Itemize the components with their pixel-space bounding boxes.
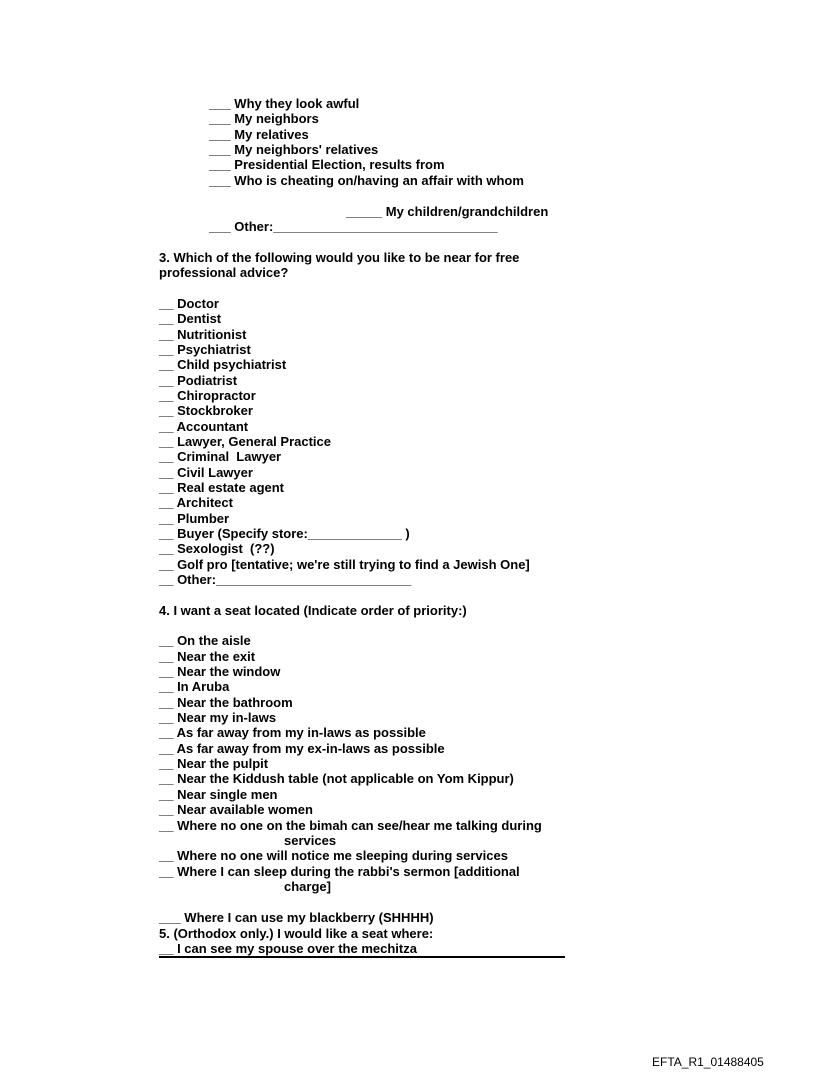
- list-item: __ Civil Lawyer: [159, 465, 253, 480]
- list-item: __ Stockbroker: [159, 403, 253, 418]
- question-4: 4. I want a seat located (Indicate order of priority:): [159, 603, 467, 618]
- list-item-continuation: charge]: [284, 879, 331, 894]
- list-item: __ Near available women: [159, 802, 313, 817]
- section-divider: [159, 956, 565, 958]
- list-item: __ Lawyer, General Practice: [159, 434, 331, 449]
- list-item: __ Plumber: [159, 511, 230, 526]
- list-item: __ Buyer (Specify store:_____________ ): [159, 526, 410, 541]
- list-item: __ In Aruba: [159, 679, 230, 694]
- list-item: ___ My neighbors: [209, 111, 319, 126]
- list-item: __ Near the bathroom: [159, 695, 293, 710]
- list-item: ___ Presidential Election, results from: [209, 157, 445, 172]
- list-item: __ Near single men: [159, 787, 278, 802]
- list-item: __ Dentist: [159, 311, 222, 326]
- list-item: __ Where no one will notice me sleeping during services: [159, 848, 508, 863]
- list-item: __ Near the exit: [159, 649, 256, 664]
- list-item: __ Nutritionist: [159, 327, 247, 342]
- list-item: __ Where no one on the bimah can see/hear me talking during: [159, 818, 542, 833]
- list-item: __ Chiropractor: [159, 388, 256, 403]
- list-item: __ Child psychiatrist: [159, 357, 287, 372]
- list-item: __ Near the Kiddush table (not applicable on Yom Kippur): [159, 771, 514, 786]
- list-item: __ Where I can sleep during the rabbi's sermon [additional: [159, 864, 520, 879]
- list-item: __ Doctor: [159, 296, 219, 311]
- list-item: ___ Why they look awful: [209, 96, 360, 111]
- list-item: __ Real estate agent: [159, 480, 285, 495]
- list-item: ___ My neighbors' relatives: [209, 142, 379, 157]
- list-item: __ As far away from my ex-in-laws as possible: [159, 741, 445, 756]
- list-item: __ Sexologist (??): [159, 541, 275, 556]
- list-item: __ On the aisle: [159, 633, 251, 648]
- list-item: ___ Who is cheating on/having an affair with whom: [209, 173, 524, 188]
- question-3-line-1: 3. Which of the following would you like to be near for free: [159, 250, 520, 265]
- document-id: EFTA_R1_01488405: [652, 1055, 764, 1069]
- list-item: __ As far away from my in-laws as possible: [159, 725, 426, 740]
- list-item: __ Near the window: [159, 664, 281, 679]
- question-3-line-2: professional advice?: [159, 265, 289, 280]
- list-item: __ Golf pro [tentative; we're still trying to find a Jewish One]: [159, 557, 530, 572]
- list-item: __ I can see my spouse over the mechitza: [159, 941, 417, 956]
- list-item: __ Near the pulpit: [159, 756, 269, 771]
- list-item: __ Criminal Lawyer: [159, 449, 282, 464]
- question-5: 5. (Orthodox only.) I would like a seat where:: [159, 926, 434, 941]
- list-item-blackberry: ___ Where I can use my blackberry (SHHHH): [159, 910, 434, 925]
- list-item-continuation: services: [284, 833, 337, 848]
- list-item: __ Near my in-laws: [159, 710, 277, 725]
- list-item-children: _____ My children/grandchildren: [346, 204, 549, 219]
- list-item: ___ My relatives: [209, 127, 309, 142]
- list-item: __ Podiatrist: [159, 373, 238, 388]
- list-item: __ Psychiatrist: [159, 342, 251, 357]
- list-item-other: ___ Other:_______________________________: [209, 219, 498, 234]
- list-item: __ Accountant: [159, 419, 249, 434]
- list-item: __ Architect: [159, 495, 233, 510]
- list-item: __ Other:___________________________: [159, 572, 412, 587]
